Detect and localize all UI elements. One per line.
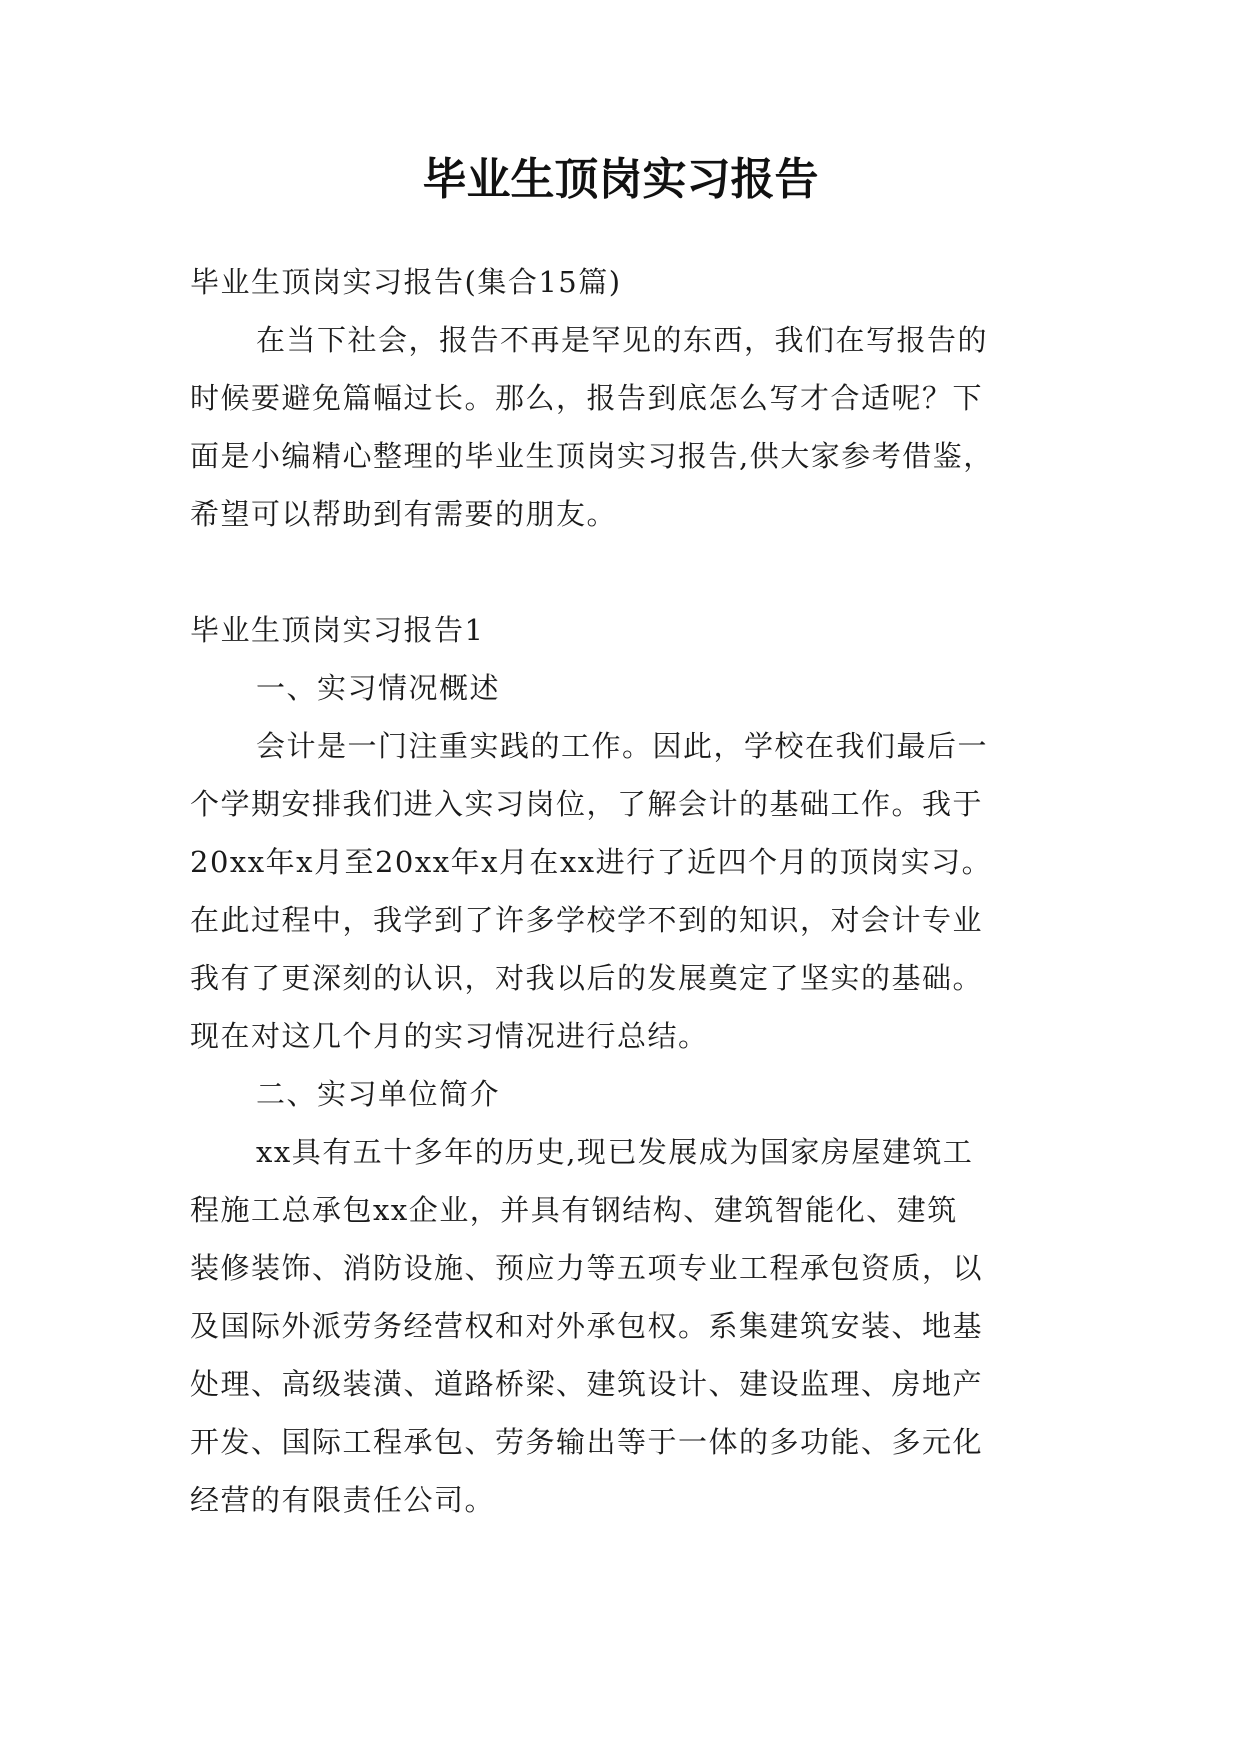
text-line: 我有了更深刻的认识，对我以后的发展奠定了坚实的基础。: [190, 961, 984, 995]
text-line: 装修装饰、消防设施、预应力等五项专业工程承包资质，以: [190, 1251, 984, 1285]
text-line: 经营的有限责任公司。: [190, 1483, 496, 1517]
text-line: 处理、高级装潢、道路桥梁、建筑设计、建设监理、房地产: [190, 1367, 984, 1401]
text-line: 会计是一门注重实践的工作。因此，学校在我们最后一: [256, 729, 989, 763]
text-line: 开发、国际工程承包、劳务输出等于一体的多功能、多元化: [190, 1425, 984, 1459]
text-line: 在此过程中，我学到了许多学校学不到的知识，对会计专业: [190, 903, 984, 937]
text-line: 毕业生顶岗实习报告(集合15篇): [190, 265, 622, 299]
text-line: 希望可以帮助到有需要的朋友。: [190, 497, 618, 531]
text-line: 毕业生顶岗实习报告1: [190, 613, 485, 647]
text-line: 时候要避免篇幅过长。那么，报告到底怎么写才合适呢？下: [190, 381, 984, 415]
document-title: 毕业生顶岗实习报告: [422, 154, 819, 205]
text-line: 20xx年x月至20xx年x月在xx进行了近四个月的顶岗实习。: [190, 845, 993, 879]
text-line: 现在对这几个月的实习情况进行总结。: [190, 1019, 709, 1053]
text-line: 个学期安排我们进入实习岗位，了解会计的基础工作。我于: [190, 787, 984, 821]
text-line: 面是小编精心整理的毕业生顶岗实习报告,供大家参考借鉴，: [190, 439, 994, 473]
text-line: 二、实习单位简介: [256, 1077, 501, 1111]
document-body: [190, 253, 1060, 1529]
text-line: xx具有五十多年的历史,现已发展成为国家房屋建筑工: [256, 1135, 974, 1169]
text-line: 在当下社会，报告不再是罕见的东西，我们在写报告的: [256, 323, 989, 357]
text-line: 一、实习情况概述: [256, 671, 501, 705]
text-line: 及国际外派劳务经营权和对外承包权。系集建筑安装、地基: [190, 1309, 984, 1343]
paragraph-gap: [190, 543, 1060, 601]
text-line: 程施工总承包xx企业，并具有钢结构、建筑智能化、建筑: [190, 1193, 958, 1227]
